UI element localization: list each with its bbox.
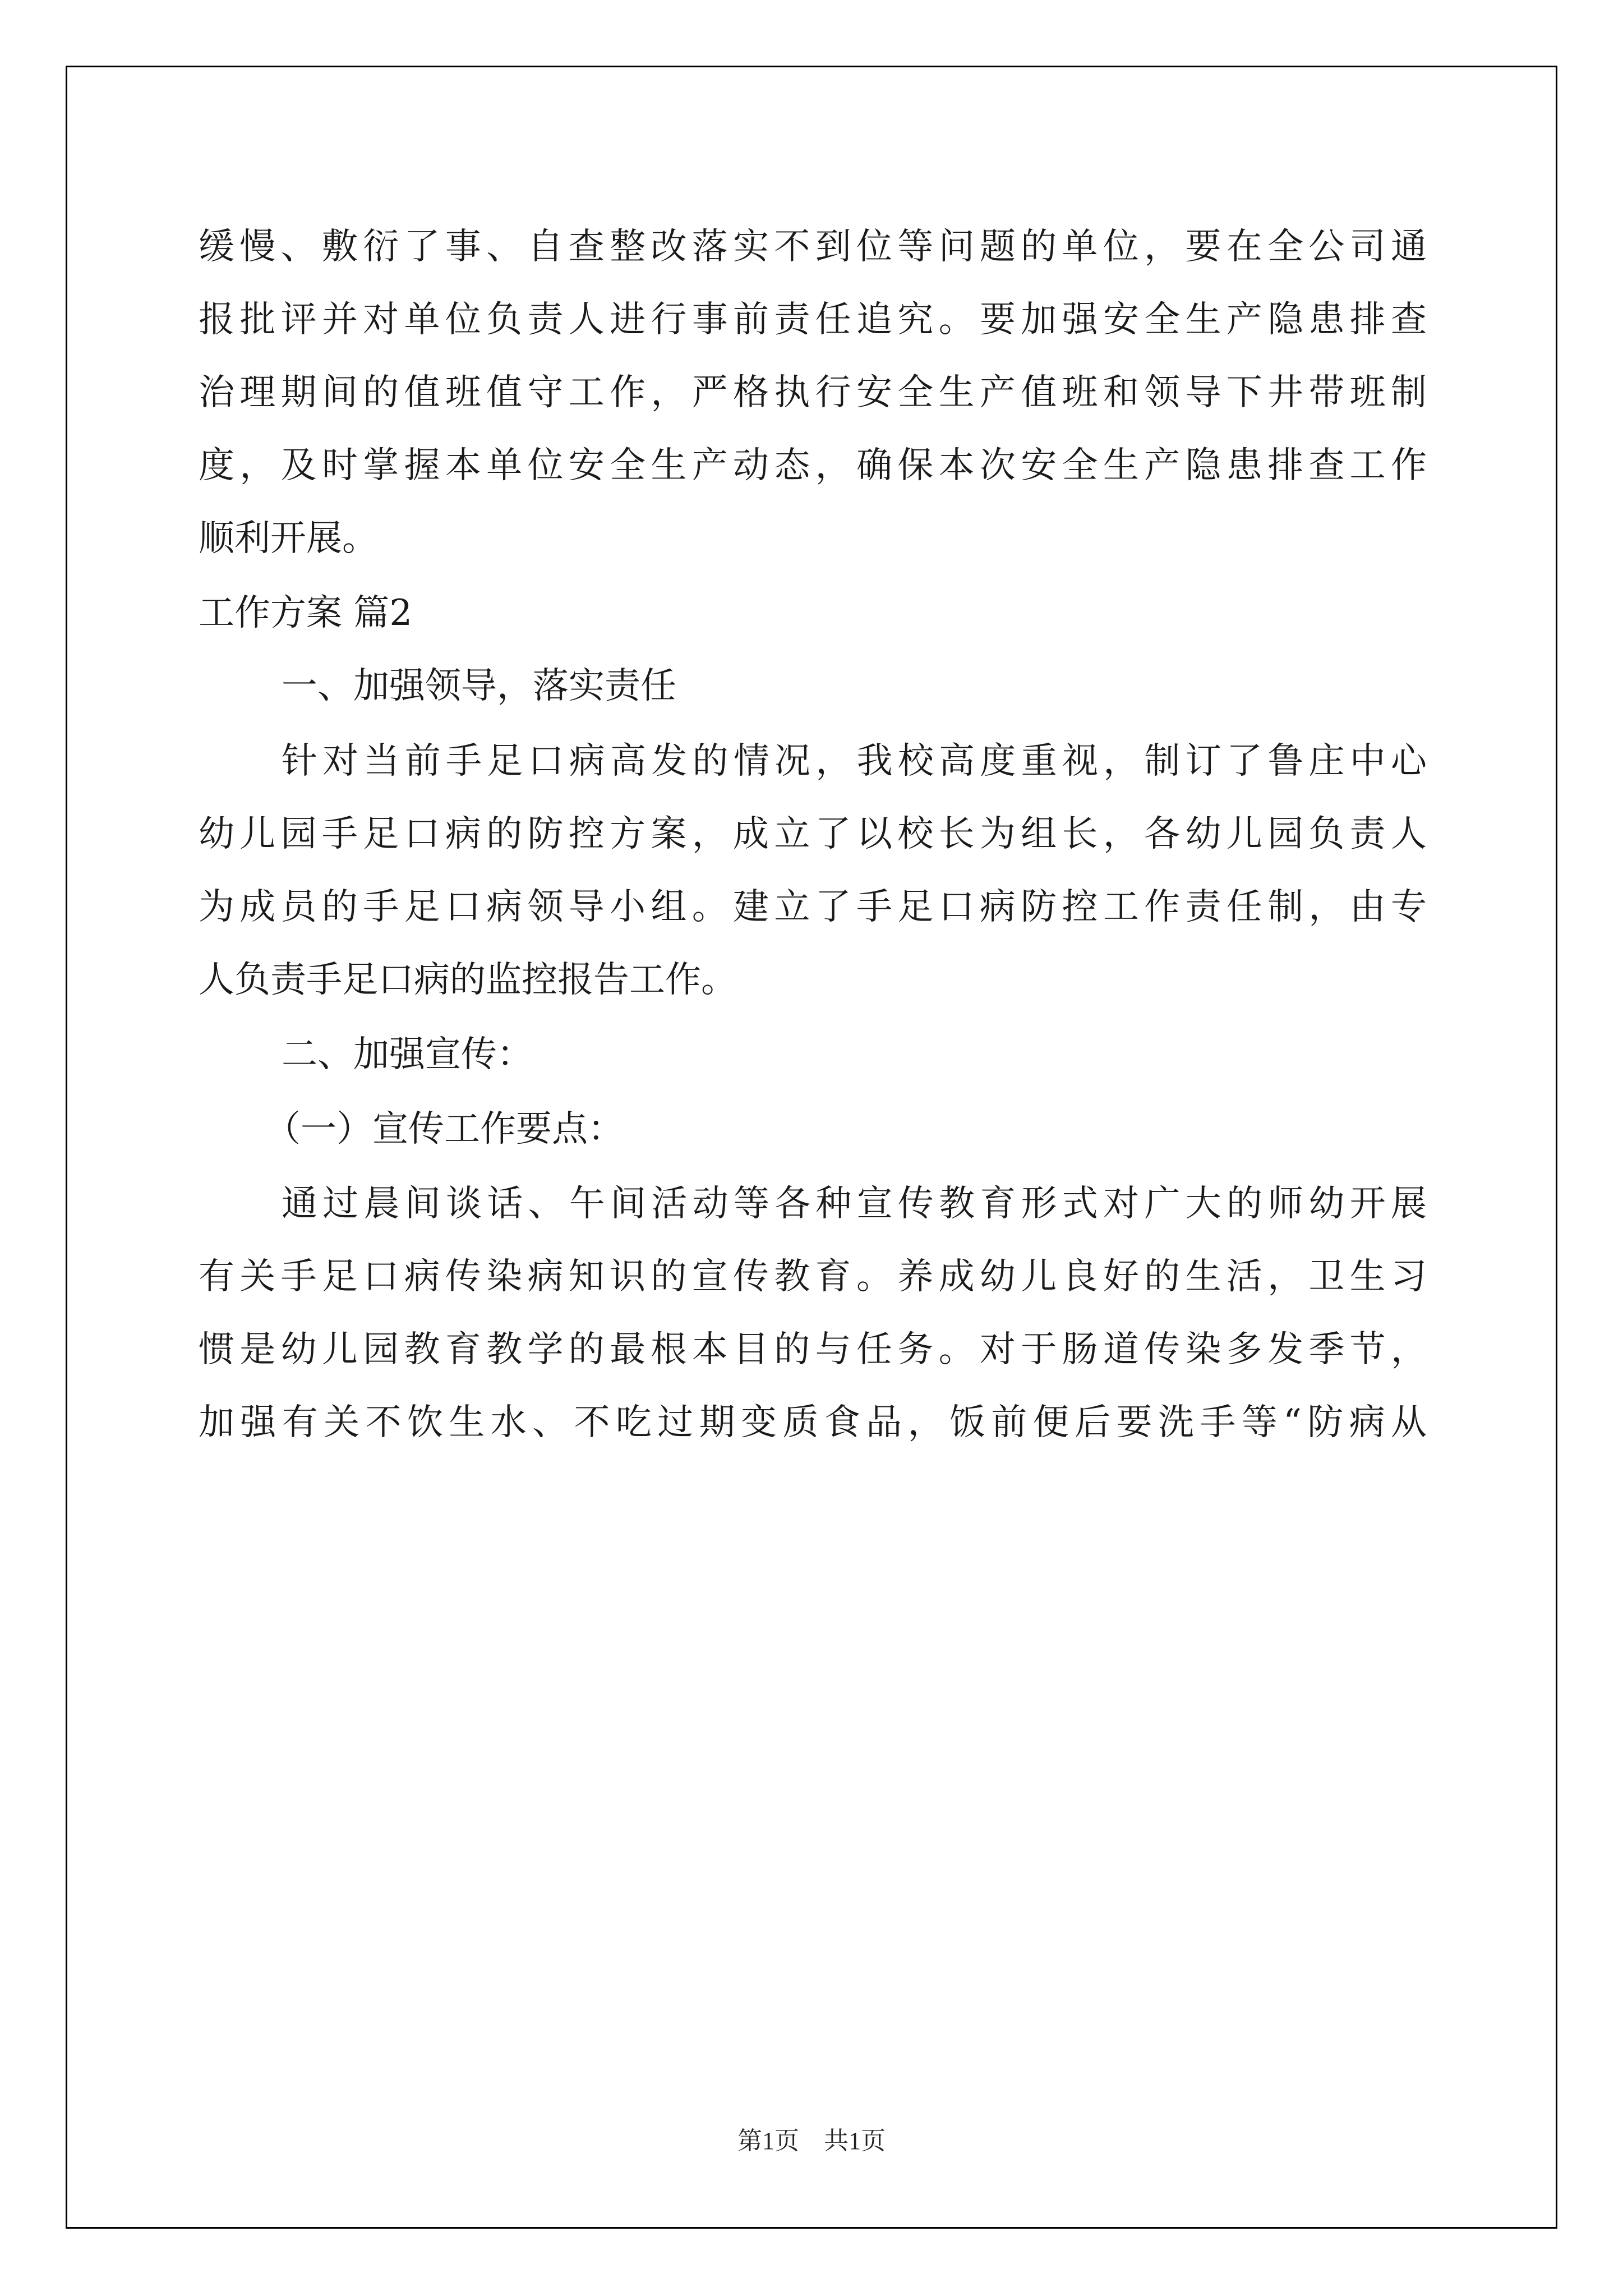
body-line: 幼儿园手足口病的防控方案，成立了以校长为组长，各幼儿园负责人 bbox=[199, 813, 1427, 855]
body-line: 针对当前手足口病高发的情况，我校高度重视，制订了鲁庄中心 bbox=[282, 740, 1427, 782]
body-line: 顺利开展。 bbox=[199, 518, 378, 559]
subheading-leadership: 一、加强领导，落实责任 bbox=[282, 665, 676, 707]
body-line: 缓慢、敷衍了事、自查整改落实不到位等问题的单位，要在全公司通 bbox=[199, 226, 1427, 268]
section-heading: 工作方案 篇2 bbox=[199, 592, 413, 634]
body-line: 治理期间的值班值守工作，严格执行安全生产值班和领导下井带班制 bbox=[199, 372, 1427, 413]
body-line: 度，及时掌握本单位安全生产动态，确保本次安全生产隐患排查工作 bbox=[199, 445, 1427, 486]
body-line: 有关手足口病传染病知识的宣传教育。养成幼儿良好的生活，卫生习 bbox=[199, 1256, 1427, 1297]
body-line: 人负责手足口病的监控报告工作。 bbox=[199, 959, 737, 1001]
body-line: 为成员的手足口病领导小组。建立了手足口病防控工作责任制，由专 bbox=[199, 886, 1427, 928]
subheading-publicity: 二、加强宣传： bbox=[282, 1034, 533, 1075]
body-line: 加强有关不饮生水、不吃过期变质食品，饭前便后要洗手等“防病从 bbox=[199, 1402, 1427, 1443]
body-line: 报批评并对单位负责人进行事前责任追究。要加强安全生产隐患排查 bbox=[199, 299, 1427, 341]
subheading-publicity-points: （一）宣传工作要点： bbox=[265, 1108, 624, 1150]
page-footer: 第1页 共1页 bbox=[737, 2127, 886, 2155]
body-line: 通过晨间谈话、午间活动等各种宣传教育形式对广大的师幼开展 bbox=[282, 1183, 1427, 1225]
body-line: 惯是幼儿园教育教学的最根本目的与任务。对于肠道传染多发季节， bbox=[199, 1329, 1427, 1370]
